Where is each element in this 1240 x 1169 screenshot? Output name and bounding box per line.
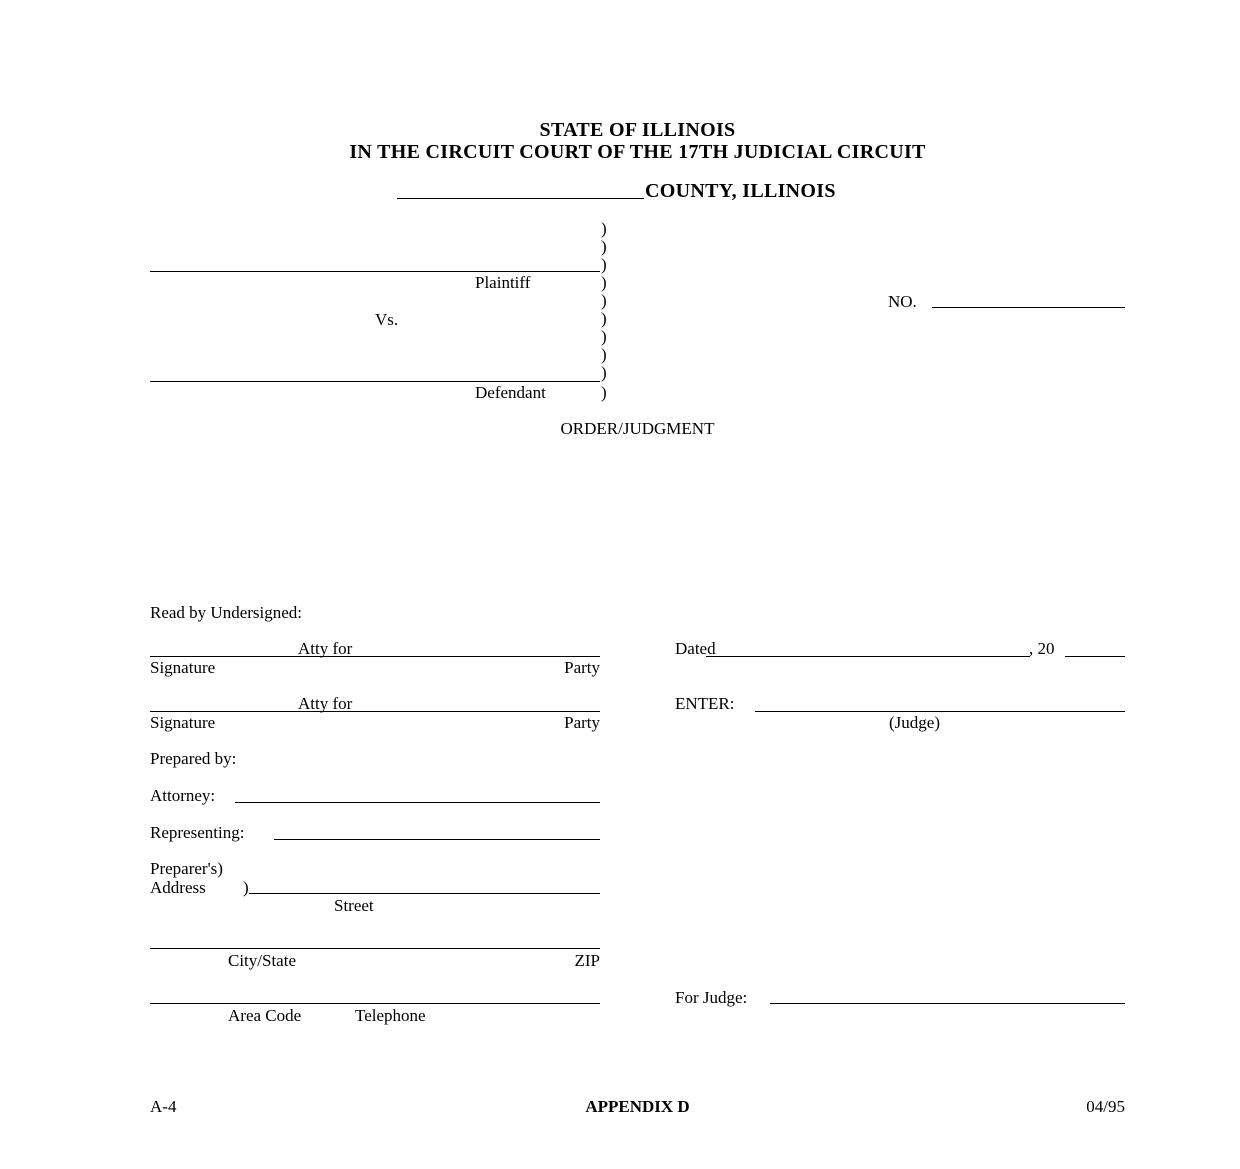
footer-date: 04/95 bbox=[1086, 1097, 1125, 1116]
footer-form-id: A-4 bbox=[150, 1097, 177, 1116]
plaintiff-name-line[interactable] bbox=[150, 271, 600, 272]
dated-line[interactable] bbox=[706, 656, 1030, 657]
caption-paren: ) bbox=[601, 291, 607, 310]
judge-label: (Judge) bbox=[889, 713, 940, 732]
county-name-line[interactable] bbox=[397, 198, 644, 199]
footer-appendix: APPENDIX D bbox=[585, 1097, 690, 1116]
header-state: STATE OF ILLINOIS bbox=[539, 119, 736, 141]
party-label: Party bbox=[564, 658, 600, 677]
year-prefix: , 20 bbox=[1029, 639, 1055, 658]
header-county: COUNTY, ILLINOIS bbox=[645, 180, 836, 202]
dated-label: Dated bbox=[675, 639, 716, 658]
telephone-label: Telephone bbox=[355, 1006, 426, 1025]
caption-paren: ) bbox=[601, 273, 607, 292]
preparers-label: Preparer's) bbox=[150, 859, 223, 878]
attorney-label: Attorney: bbox=[150, 786, 216, 805]
attorney-line[interactable] bbox=[235, 802, 600, 803]
city-state-line[interactable] bbox=[150, 948, 600, 949]
address-paren: ) bbox=[243, 878, 249, 897]
judge-signature-line[interactable] bbox=[755, 711, 1125, 712]
caption-paren: ) bbox=[601, 309, 607, 328]
representing-label: Representing: bbox=[150, 823, 245, 842]
signature-line-2[interactable] bbox=[150, 711, 600, 712]
area-code-label: Area Code bbox=[228, 1006, 302, 1025]
prepared-by-label: Prepared by: bbox=[150, 749, 237, 768]
signature-label: Signature bbox=[150, 658, 216, 677]
address-label: Address bbox=[150, 878, 206, 897]
defendant-name-line[interactable] bbox=[150, 381, 600, 382]
enter-label: ENTER: bbox=[675, 694, 735, 713]
caption-paren: ) bbox=[601, 255, 607, 274]
signature-label: Signature bbox=[150, 713, 216, 732]
plaintiff-label: Plaintiff bbox=[475, 273, 531, 292]
caption-paren: ) bbox=[601, 237, 607, 256]
for-judge-line[interactable] bbox=[770, 1003, 1125, 1004]
caption-paren: ) bbox=[601, 363, 607, 382]
caption-paren: ) bbox=[601, 383, 607, 402]
header-court: IN THE CIRCUIT COURT OF THE 17TH JUDICIAL CIRCUIT bbox=[349, 141, 926, 163]
telephone-line[interactable] bbox=[150, 1003, 600, 1004]
vs-label: Vs. bbox=[375, 310, 399, 329]
atty-for-label: Atty for bbox=[298, 694, 353, 713]
representing-line[interactable] bbox=[274, 839, 600, 840]
read-by-label: Read by Undersigned: bbox=[150, 603, 303, 622]
defendant-label: Defendant bbox=[475, 383, 546, 402]
caption-paren: ) bbox=[601, 345, 607, 364]
caption-paren: ) bbox=[601, 219, 607, 238]
year-line[interactable] bbox=[1065, 656, 1125, 657]
for-judge-label: For Judge: bbox=[675, 988, 748, 1007]
document-title: ORDER/JUDGMENT bbox=[560, 419, 715, 438]
zip-label: ZIP bbox=[574, 951, 600, 970]
case-number-label: NO. bbox=[888, 292, 917, 311]
signature-line-1[interactable] bbox=[150, 656, 600, 657]
city-state-label: City/State bbox=[228, 951, 296, 970]
atty-for-label: Atty for bbox=[298, 639, 353, 658]
party-label: Party bbox=[564, 713, 600, 732]
case-number-line[interactable] bbox=[932, 307, 1125, 308]
street-line[interactable] bbox=[249, 893, 600, 894]
street-label: Street bbox=[334, 896, 374, 915]
caption-paren: ) bbox=[601, 327, 607, 346]
